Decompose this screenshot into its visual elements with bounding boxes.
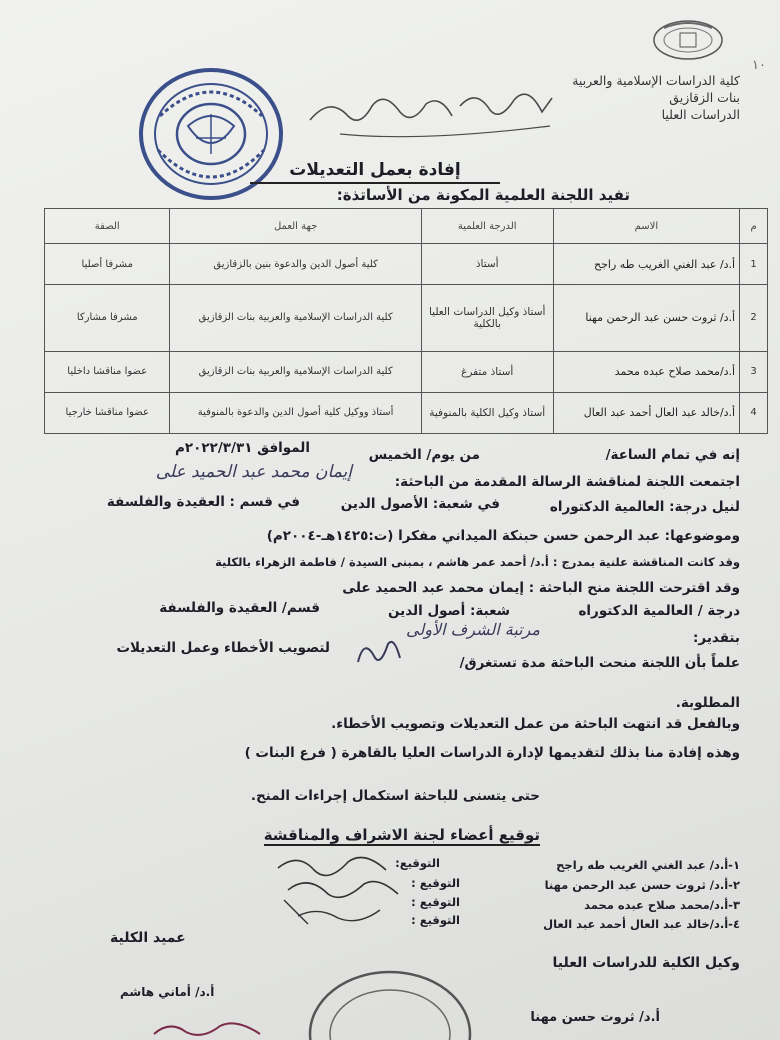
corrections-done: وبالفعل قد انتهت الباحثة من عمل التعديلات وتصويب الأخطاء.: [331, 716, 740, 732]
grant-degree: درجة / العالمية الدكتوراه: [578, 603, 740, 619]
header-branch: بنات الزقازيق: [669, 90, 740, 105]
session-day: من يوم/ الخميس: [368, 447, 480, 463]
committee-met-line: اجتمعت اللجنة لمناقشة الرسالة المقدمة من الباحثة:: [394, 474, 740, 490]
completion-note: حتى يتسنى للباحثة استكمال إجراءات المنح.: [250, 788, 540, 804]
required-word: المطلوبة.: [675, 695, 740, 711]
col-number: م: [740, 209, 768, 244]
document-subtitle: تفيد اللجنة العلمية المكونة من الأساتذة:: [336, 186, 630, 204]
handwritten-signature-icon: [300, 76, 640, 146]
member-role: مشرفا أصليا: [45, 244, 170, 285]
dept-line: في قسم : العقيدة والفلسفة: [106, 494, 300, 510]
member-entity: كلية الدراسات الإسلامية والعربية بنات الزقازيق: [170, 351, 421, 392]
row-number: 3: [740, 351, 768, 392]
grade-label: بتقدير:: [693, 630, 740, 646]
row-number: 2: [740, 285, 768, 351]
dean-name: أ.د/ أماني هاشم: [120, 985, 215, 999]
member-role: مشرفا مشاركا: [45, 285, 170, 351]
header-college: كلية الدراسات الإسلامية والعربية: [572, 73, 740, 88]
researcher-name-handwritten: إيمان محمد عبد الحميد على: [155, 462, 352, 482]
member-entity: أستاذ ووكيل كلية أصول الدين والدعوة بالمنوفية: [170, 392, 421, 433]
member-1-name: ١-أ.د/ عبد الغني الغريب طه راجح: [556, 858, 740, 872]
grant-dept: قسم/ العقيدة والفلسفة: [159, 600, 320, 616]
col-degree: الدرجة العلمية: [421, 209, 553, 244]
correction-period: علماً بأن اللجنة منحت الباحثة مدة تستغرق/: [459, 655, 740, 671]
member-4-sign-label: التوقيع :: [411, 913, 460, 927]
table-row: [45, 285, 768, 351]
member-role: عضوا مناقشا خارجيا: [45, 392, 170, 433]
member-degree: أستاذ وكيل الكلية بالمنوفية: [421, 392, 553, 433]
col-name: الاسم: [553, 209, 739, 244]
member-3-name: ٣-أ.د/محمد صلاح عبده محمد: [584, 898, 740, 912]
correction-purpose: لتصويب الأخطاء وعمل التعديلات: [116, 640, 330, 656]
vice-dean-title: وكيل الكلية للدراسات العليا: [552, 955, 740, 971]
row-number: 1: [740, 244, 768, 285]
member-signatures-icon: [268, 850, 418, 930]
member-4-name: ٤-أ.د/خالد عبد العال أحمد عبد العال: [543, 917, 740, 931]
row-number: 4: [740, 392, 768, 433]
bottom-signature-icon: [150, 1018, 270, 1040]
member-entity: كلية أصول الدين والدعوة بنين بالزقازيق: [170, 244, 421, 285]
member-entity: كلية الدراسات الإسلامية والعربية بنات الزقازيق: [170, 285, 421, 351]
session-date: الموافق ٢٠٢٢/٣/٣١م: [175, 440, 310, 456]
grant-branch: شعبة: أصول الدين: [388, 603, 510, 619]
member-degree: أستاذ متفرغ: [421, 351, 553, 392]
committee-table: [44, 208, 768, 434]
degree-line: لنيل درجة: العالمية الدكتوراه: [549, 499, 740, 515]
header-dept: الدراسات العليا: [661, 107, 740, 122]
member-name: أ.د/ ثروت حسن عبد الرحمن مهنا: [553, 285, 739, 351]
signatures-title: توقيع أعضاء لجنة الاشراف والمناقشة: [263, 826, 540, 844]
member-name: أ.د/خالد عبد العال أحمد عبد العال: [553, 392, 739, 433]
handwritten-period-icon: [350, 634, 406, 672]
table-header-row: [45, 209, 768, 244]
member-3-sign-label: التوقيع :: [411, 895, 460, 909]
grade-handwritten: مرتبة الشرف الأولى: [406, 620, 540, 639]
member-degree: أستاذ وكيل الدراسات العليا بالكلية: [421, 285, 553, 351]
col-role: الصفة: [45, 209, 170, 244]
member-degree: أستاذ: [421, 244, 553, 285]
col-entity: جهة العمل: [170, 209, 421, 244]
discussion-venue: وقد كانت المناقشة علنية بمدرج : أ.د/ أحمد عمر هاشم ، بمبنى السيدة / فاطمة الزهراء بالكلية: [215, 555, 740, 569]
submission-note: وهذه إفادة منا بذلك لتقديمها لإدارة الدراسات العليا بالقاهرة ( فرع البنات ): [244, 745, 740, 761]
vice-dean-name: أ.د/ ثروت حسن مهنا: [530, 1010, 660, 1025]
member-name: أ.د/ عبد الغني الغريب طه راجح: [553, 244, 739, 285]
table-row: [45, 351, 768, 392]
document-title: إفادة بعمل التعديلات: [250, 160, 500, 184]
table-row: [45, 244, 768, 285]
member-role: عضوا مناقشا داخليا: [45, 351, 170, 392]
thesis-topic: وموضوعها: عبد الرحمن حسن حبنكة الميداني مفكرا (ت:١٤٢٥هـ-٢٠٠٤م): [266, 528, 740, 544]
member-2-name: ٢-أ.د/ ثروت حسن عبد الرحمن مهنا: [544, 878, 740, 892]
member-2-sign-label: التوقيع :: [411, 876, 460, 890]
bottom-stamp-icon: [300, 960, 480, 1040]
grant-proposal: وقد اقترحت اللجنة منح الباحثة : إيمان محمد عبد الحميد على: [342, 580, 740, 596]
university-logo-icon: [650, 18, 726, 62]
dean-title: عميد الكلية: [110, 930, 186, 946]
branch-line: في شعبة: الأصول الدين: [340, 496, 500, 512]
member-1-sign-label: التوقيع:: [395, 856, 440, 870]
session-time: إنه في تمام الساعة/: [605, 447, 740, 463]
page-number: ١٠: [752, 58, 766, 73]
member-name: أ.د/محمد صلاح عبده محمد: [553, 351, 739, 392]
table-row: [45, 392, 768, 433]
